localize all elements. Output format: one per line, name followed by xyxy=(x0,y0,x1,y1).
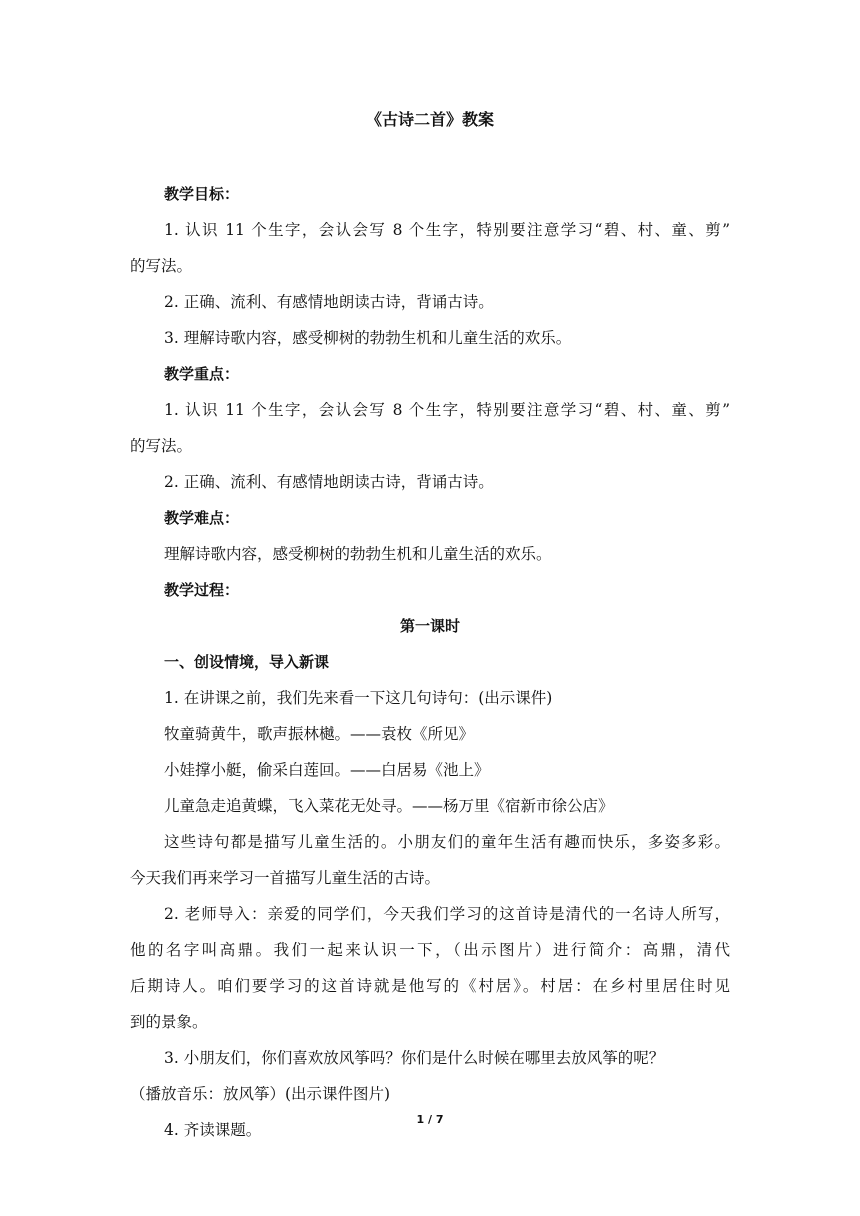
part1-heading: 一、创设情境，导入新课 xyxy=(164,653,330,671)
poem-line-3: 儿童急走追黄蝶，飞入菜花无处寻。——杨万里《宿新市徐公店》 xyxy=(164,797,614,815)
process-paragraph-3-line-3: 后期诗人。咱们要学习的这首诗就是他写的《村居》。村居：在乡村里居住时见 xyxy=(130,977,730,995)
goals-item-2: 2. 正确、流利、有感情地朗读古诗，背诵古诗。 xyxy=(164,293,494,311)
goals-item-3: 3. 理解诗歌内容，感受柳树的勃勃生机和儿童生活的欢乐。 xyxy=(164,329,572,347)
poem-line-2: 小娃撑小艇，偷采白莲回。——白居易《池上》 xyxy=(164,761,490,779)
process-paragraph-4-cont: （播放音乐：放风筝）(出示课件图片) xyxy=(130,1085,391,1103)
key-points-heading: 教学重点： xyxy=(164,365,240,383)
key-points-item-1-cont: 的写法。 xyxy=(130,437,193,455)
document-body xyxy=(130,176,730,1148)
page-title: 《古诗二首》教案 xyxy=(365,110,494,129)
key-points-item-2: 2. 正确、流利、有感情地朗读古诗，背诵古诗。 xyxy=(164,473,494,491)
process-paragraph-3-line-2: 他的名字叫高鼎。我们一起来认识一下，（出示图片）进行简介：高鼎，清代 xyxy=(130,941,730,959)
process-paragraph-3-line-4: 到的景象。 xyxy=(130,1013,208,1031)
difficulties-heading: 教学难点： xyxy=(164,509,240,527)
key-points-item-1: 1. 认识 11 个生字，会认会写 8 个生字，特别要注意学习“碧、村、童、剪” xyxy=(164,401,730,419)
process-paragraph-3: 2. 老师导入：亲爱的同学们，今天我们学习的这首诗是清代的一名诗人所写， xyxy=(164,905,730,923)
goals-item-1-cont: 的写法。 xyxy=(130,257,193,275)
process-paragraph-2-cont: 今天我们再来学习一首描写儿童生活的古诗。 xyxy=(130,869,441,887)
goals-heading: 教学目标： xyxy=(164,185,240,203)
process-paragraph-1: 1. 在讲课之前，我们先来看一下这几句诗句：(出示课件) xyxy=(164,689,553,707)
poem-line-1: 牧童骑黄牛，歌声振林樾。——袁枚《所见》 xyxy=(164,725,475,743)
process-paragraph-4: 3. 小朋友们，你们喜欢放风筝吗？你们是什么时候在哪里去放风筝的呢？ xyxy=(164,1049,665,1067)
process-paragraph-2: 这些诗句都是描写儿童生活的。小朋友们的童年生活有趣而快乐，多姿多彩。 xyxy=(164,833,730,851)
process-heading: 教学过程： xyxy=(164,581,240,599)
goals-item-1: 1. 认识 11 个生字，会认会写 8 个生字，特别要注意学习“碧、村、童、剪” xyxy=(164,221,730,239)
lesson-heading: 第一课时 xyxy=(399,617,460,635)
process-paragraph-5: 4. 齐读课题。 xyxy=(164,1121,262,1139)
difficulties-item-1: 理解诗歌内容，感受柳树的勃勃生机和儿童生活的欢乐。 xyxy=(164,545,552,563)
page-number: 1 / 7 xyxy=(416,1113,444,1126)
